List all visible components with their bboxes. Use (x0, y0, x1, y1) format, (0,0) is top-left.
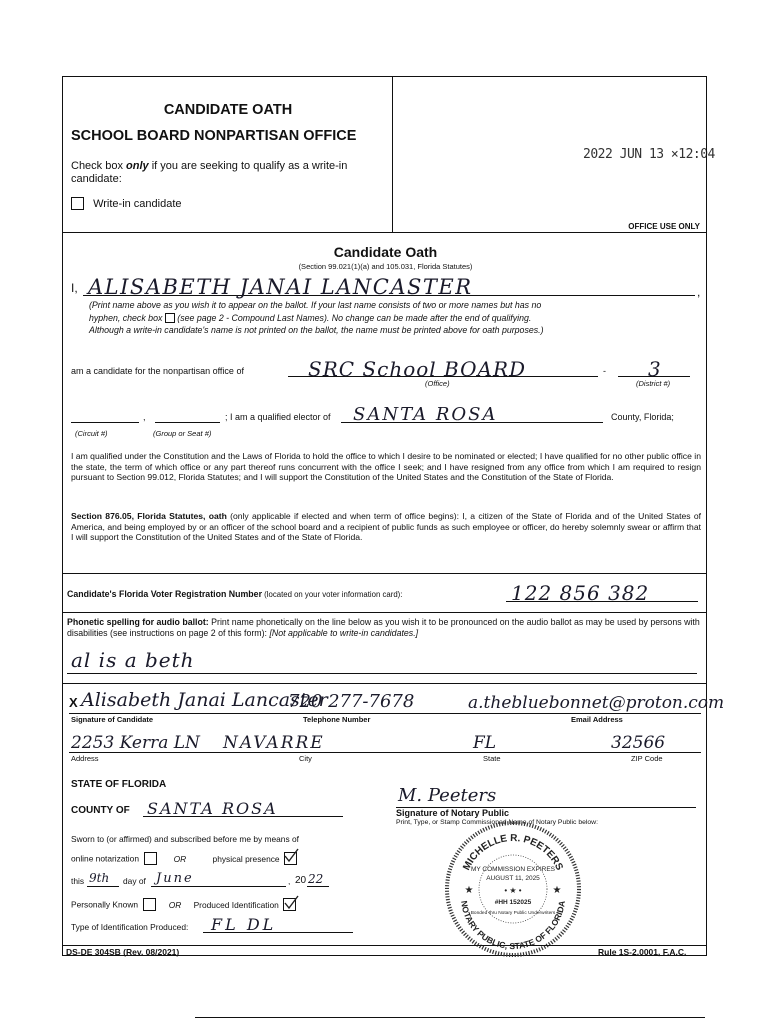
circuit-line (71, 422, 139, 423)
writein-instruction: Check box only if you are seeking to qualify as a write-in candidate: (71, 160, 348, 185)
print-note: (Print name above as you wish it to appear on the ballot. If your last name consists of two or more names but has no hyphen, check box (see page 2 - Compound Last Names). No change can be made after the end of qualifying. Although a write-in candidate's name is not printed on the ballot, the name must be printed above for oath purposes.) (89, 300, 544, 335)
notary-seal-icon (443, 819, 583, 959)
office-label: am a candidate for the nonpartisan office of (71, 366, 244, 376)
name-prefix: I, (71, 281, 78, 295)
notary-day-value[interactable]: 9th (89, 871, 110, 885)
received-date-stamp: 2022 JUN 13 ×12:04 (583, 147, 715, 162)
state-value[interactable]: FL (473, 733, 497, 753)
divider (63, 573, 706, 574)
online-row: online notarization OR physical presence (71, 852, 297, 865)
compound-name-checkbox[interactable] (165, 313, 175, 323)
county-of-label: COUNTY OF (71, 805, 130, 816)
rule-reference: Rule 1S-2.0001, F.A.C. (598, 947, 687, 957)
county-suffix: County, Florida; (611, 412, 674, 422)
office-use-label: OFFICE USE ONLY (628, 222, 700, 231)
id-type-row: Type of Identification Produced: FL DL (71, 920, 361, 936)
circuit-caption: (Circuit #) (75, 429, 108, 438)
city-caption: City (299, 754, 312, 763)
office-value[interactable]: SRC School BOARD (308, 357, 527, 381)
qualification-paragraph: I am qualified under the Constitution and the Laws of Florida to hold the office to which I desire to be nominated or elected; I have qualified for no other public office in the state, the term of which office or any part thereof runs concurrent with the office I seek; and I have resigned from any office from which I am required to resign pursuant to Section 99.012, Florida Statutes; and I will support the Constitution of the United States and the Constitution of the State of Florida. (71, 451, 701, 483)
office-caption: (Office) (425, 379, 450, 388)
date-row: this 9th day of June , 20 22 (71, 874, 351, 890)
group-line (155, 422, 220, 423)
phonetic-line (67, 673, 697, 674)
city-value[interactable]: NAVARRE (223, 733, 325, 753)
notary-county-value[interactable]: SANTA ROSA (147, 799, 278, 818)
svg-text:MY COMMISSION EXPIRES: MY COMMISSION EXPIRES (470, 866, 556, 873)
address-caption: Address (71, 754, 99, 763)
checkmark-icon (283, 848, 299, 864)
district-caption: (District #) (636, 379, 671, 388)
state-caption: State (483, 754, 501, 763)
svg-text:AUGUST 11, 2025: AUGUST 11, 2025 (486, 875, 540, 882)
email-caption: Email Address (571, 715, 623, 724)
divider (63, 612, 706, 613)
svg-text:★: ★ (464, 885, 474, 896)
elector-label: ; I am a qualified elector of (225, 412, 331, 422)
writein-checkbox-row (71, 197, 182, 210)
county-value[interactable]: SANTA ROSA (353, 404, 498, 425)
divider (63, 232, 706, 233)
state-of-florida: STATE OF FLORIDA (71, 779, 167, 790)
checkmark-icon (283, 895, 299, 911)
voter-reg-value[interactable]: 122 856 382 (511, 581, 650, 605)
divider (63, 683, 706, 684)
address-value[interactable]: 2253 Kerra LN (71, 733, 200, 753)
form-title: CANDIDATE OATH (163, 102, 293, 118)
svg-text:• ★ •: • ★ • (504, 886, 522, 895)
produced-id-checkbox[interactable] (283, 898, 296, 911)
notary-month-value[interactable]: June (156, 871, 194, 886)
zip-caption: ZIP Code (631, 754, 663, 763)
svg-text:Bonded thru Notary Public Unde: Bonded thru Notary Public Underwriters (470, 911, 556, 916)
sworn-text: Sworn to (or affirmed) and subscribed before me by means of (71, 834, 299, 844)
notary-year-value[interactable]: 22 (308, 872, 324, 886)
oath-statute: (Section 99.021(1)(a) and 105.031, Florida Statutes) (298, 262, 473, 271)
section-876-paragraph: Section 876.05, Florida Statutes, oath (only applicable if elected and when term of office begins): I, a citizen of the State of Florida and of the United States of America, and being employed by or an officer of the school board and a recipient of public funds as such employee or officer, do hereby solemnly swear or affirm that I will support the Constitution of the United States and of the State of Florida. (71, 511, 702, 543)
signature-caption: Signature of Candidate (71, 715, 154, 724)
oath-heading: Candidate Oath (333, 244, 438, 260)
notary-name-label: Print, Type, or Stamp Commissioned Name of Notary Public below: (396, 819, 598, 826)
group-caption: (Group or Seat #) (153, 429, 212, 438)
district-value[interactable]: 3 (648, 357, 661, 381)
svg-text:NOTARY PUBLIC, STATE OF FLORID: NOTARY PUBLIC, STATE OF FLORIDA (459, 900, 567, 952)
svg-text:★: ★ (552, 885, 562, 896)
email-value[interactable]: a.thebluebonnet@proton.com (468, 693, 725, 713)
phone-caption: Telephone Number (303, 715, 371, 724)
svg-text:#HH 152025: #HH 152025 (494, 899, 532, 906)
phone-value[interactable]: 720 277-7678 (288, 691, 415, 712)
svg-text:MICHELLE R. PEETERS: MICHELLE R. PEETERS (461, 832, 565, 873)
writein-checkbox[interactable] (71, 197, 84, 210)
notary-seal (443, 819, 583, 959)
identification-row: Personally Known OR Produced Identification (71, 898, 296, 911)
phonetic-label: Phonetic spelling for audio ballot: Print name phonetically on the line below as you wish it to be pronounced on the audio ballot as may be used by persons with disabilities (see instructions on page 2 of this form): [Not applicable to write-in candidates.] (67, 617, 700, 638)
candidate-oath-form: CANDIDATE OATH SCHOOL BOARD NONPARTISAN OFFICE Check box only if you are seeking to qualify as a write-in candidate: Write-in candidate OFFICE USE ONLY Candidate Oath (Section 99.021(1)(a) and 105.031, Florida Statutes) I, ALISABETH JANAI LANCASTER , (Print name above as you wish it to appear on the ballot. If your last name consists of two or more names but has no hyphen, check box (see page 2 - Compound Last Names). No change can be made after the end of qualifying. Although a write-in candidate's name is not printed on the ballot, the name must be printed above for oath purposes.) am a candidate for the nonpartisan office of SRC School BOARD (Office) - 3 (District #) , (Circuit #) (Group or Seat #) ; I am a qualified elector of SANTA ROSA County, Florida; I am qualified under the Constitution and the Laws of Florida to hold the office to which I desire to be nominated or elected; I have qualified for no other public office in the state, the term of which office or any part thereof runs concurrent with the office I seek; and I have resigned from any office from which I am required to resign pursuant to Section 99.012, Florida Statutes; and I will support the Constitution of the United States and the Constitution of the State of Florida. Section 876.05, Florida Statutes, oath (only applicable if elected and when term of office begins): I, a citizen of the State of Florida and of the United States of America, and being employed by or an officer of the school board and a recipient of public funds as such employee or officer, do hereby solemnly swear or affirm that I will support the Constitution of the United States and of the State of Florida. Candidate's Florida Voter Registration Number (located on your voter information card): 122 856 382 Phonetic spelling for audio ballot: Print name phonetically on the line below as you wish it to be pronounced on the audio ballot as may be used by persons with disabilities (see instructions on page 2 of this form): [Not applicable to write-in candidates.] al is a beth X Alisabeth Janai Lancaster 720 277-7678 a.thebluebonnet@proton.com Signature of Candidate Telephone Number Email Address 2253 Kerra LN NAVARRE FL 32566 Address City State ZIP Code STATE OF FLORIDA COUNTY OF SANTA ROSA Sworn to (or affirmed) and subscribed before me by means of online notarization OR physical presence this 9th day of June , 20 22 Personally Known OR Produced Identification Type of Identification Produced: FL DL M. Peeters Signature of Notary Public Print, Type, or Stamp Commissioned Name of Notary Public below: MICHELLE R. PEETERS NOTARY PUBLIC, STATE OF FLORIDA MY COMMISSION EXPIRES AUGUST 11, 2025 • ★ • #HH 152025 Bonded thru Notary Public Underwriters ★ ★ (62, 76, 707, 956)
form-id: DS-DE 304SB (Rev. 08/2021) (66, 947, 180, 957)
notary-signature-label: Signature of Notary Public (396, 808, 510, 818)
bottom-rule (195, 1017, 705, 1018)
signature-x-mark: X (69, 695, 78, 710)
zip-value[interactable]: 32566 (611, 733, 666, 753)
candidate-signature-value[interactable]: Alisabeth Janai Lancaster (81, 689, 328, 711)
online-notarization-checkbox[interactable] (144, 852, 157, 865)
id-type-value[interactable]: FL DL (211, 915, 277, 934)
physical-presence-checkbox[interactable] (284, 852, 297, 865)
candidate-name-value[interactable]: ALISABETH JANAI LANCASTER (88, 275, 473, 299)
phonetic-value[interactable]: al is a beth (71, 648, 195, 672)
notary-signature-value[interactable]: M. Peeters (398, 785, 497, 806)
divider (63, 945, 706, 946)
personally-known-checkbox[interactable] (143, 898, 156, 911)
signature-line (69, 713, 701, 714)
form-subtitle: SCHOOL BOARD NONPARTISAN OFFICE (71, 128, 357, 144)
writein-label: Write-in candidate (93, 197, 182, 210)
name-line-comma: , (697, 285, 701, 299)
voter-reg-label: Candidate's Florida Voter Registration Number (located on your voter information card): (67, 589, 403, 599)
form-header-left (63, 77, 393, 232)
